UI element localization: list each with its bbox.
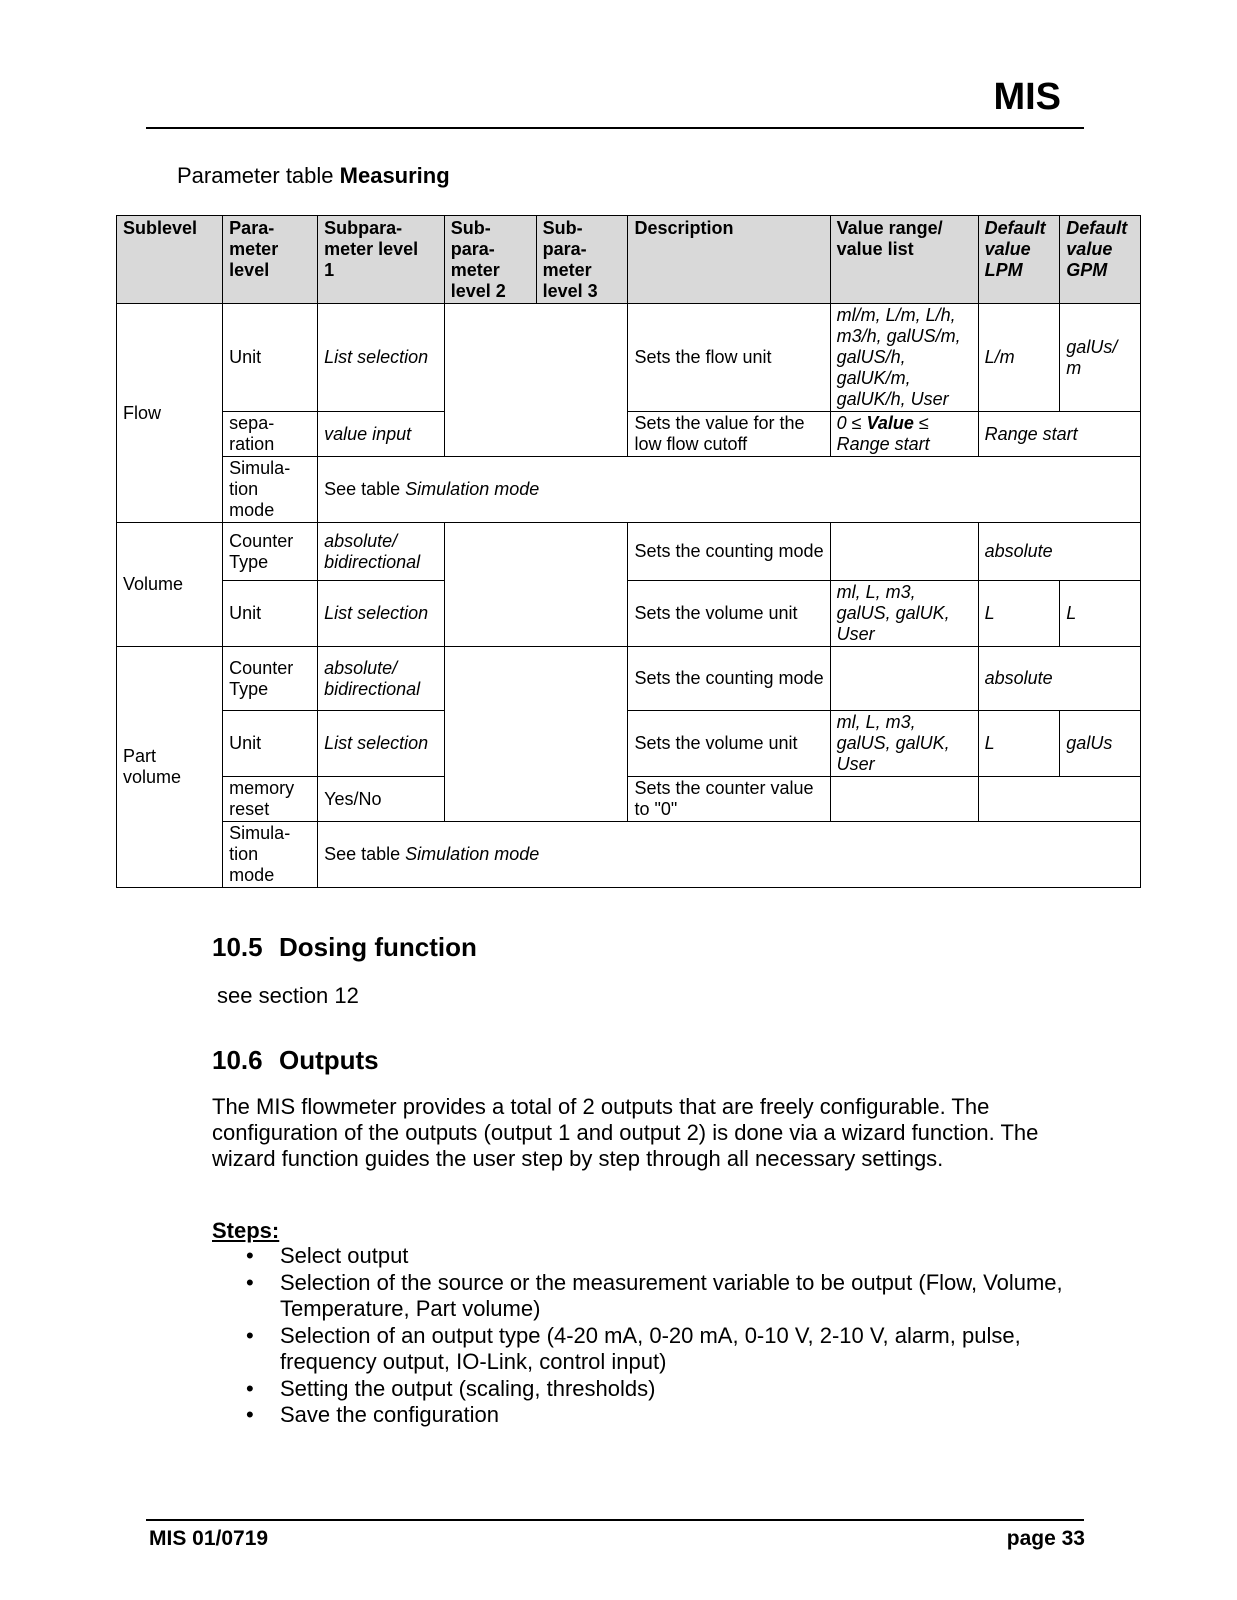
section-heading-dosing: [212, 932, 477, 963]
volume-empty-sublevels: [444, 523, 628, 647]
see-table-text: See table: [324, 479, 406, 499]
step-text: Selection of the source or the measurement variable to be output (Flow, Volume, Temperature, Part volume): [280, 1269, 1063, 1321]
document-header-title: MIS: [993, 76, 1061, 118]
part-counter-param: Counter Type: [223, 647, 318, 711]
step-text: Save the configuration: [280, 1402, 499, 1427]
flow-empty-sublevels: [444, 304, 628, 457]
volume-unit-description: Sets the volume unit: [628, 581, 830, 647]
caption-prefix: Parameter table: [177, 163, 340, 188]
part-simulation-reference: [318, 822, 1141, 888]
table-row: [117, 412, 1141, 457]
volume-unit-range: ml, L, m3, galUS, galUK, User: [830, 581, 978, 647]
table-row: [117, 523, 1141, 581]
range-value: Value: [866, 413, 914, 433]
header-default-lpm: Default value LPM: [978, 216, 1060, 304]
section-number: 10.5: [212, 932, 263, 962]
table-row: [117, 822, 1141, 888]
outputs-paragraph: The MIS flowmeter provides a total of 2 outputs that are freely configurable. The configuration of the outputs (output 1 and output 2) is done via a wizard function. The wizard function guides the user step by step through all necessary settings.: [212, 1094, 1039, 1171]
simulation-mode-ref: Simulation mode: [405, 479, 540, 499]
part-simulation-param: Simula- tion mode: [223, 822, 318, 888]
range-suffix: ≤ Range start: [836, 413, 930, 454]
part-unit-range: ml, L, m3, galUS, galUK, User: [830, 711, 978, 777]
header-description: Description: [628, 216, 830, 304]
volume-counter-range: [830, 523, 978, 581]
steps-list: [212, 1243, 1072, 1429]
table-row: [117, 647, 1141, 711]
section-title: Outputs: [279, 1045, 379, 1075]
header-value-range: Value range/ value list: [830, 216, 978, 304]
part-memory-param: memory reset: [223, 777, 318, 822]
header-rule: [146, 127, 1084, 129]
volume-counter-description: Sets the counting mode: [628, 523, 830, 581]
volume-unit-default-gpm: L: [1060, 581, 1141, 647]
step-text: Selection of an output type (4-20 mA, 0-20 mA, 0-10 V, 2-10 V, alarm, pulse, frequency output, IO-Link, control input): [280, 1322, 1021, 1374]
part-counter-sub1: absolute/ bidirectional: [318, 647, 445, 711]
part-unit-sub1: List selection: [318, 711, 445, 777]
part-unit-default-gpm: galUs: [1060, 711, 1141, 777]
sublevel-part-volume: Part volume: [117, 647, 223, 888]
footer-document-id: MIS 01/0719: [149, 1527, 269, 1550]
flow-unit-sub1: List selection: [318, 304, 445, 412]
volume-unit-param: Unit: [223, 581, 318, 647]
parameter-table-measuring: [116, 215, 1141, 888]
flow-separation-param: sepa- ration: [223, 412, 318, 457]
list-item: • Select output: [246, 1243, 409, 1268]
table-header-row: [117, 216, 1141, 304]
table-row: [117, 777, 1141, 822]
table-row: [117, 304, 1141, 412]
section-heading-outputs: [212, 1045, 379, 1076]
table-caption: [177, 163, 450, 189]
flow-simulation-param: Simula- tion mode: [223, 457, 318, 523]
section-title: Dosing function: [279, 932, 477, 962]
step-text: Setting the output (scaling, thresholds): [280, 1375, 656, 1401]
part-memory-default: [978, 777, 1140, 822]
header-parameter-level: Para- meter level: [223, 216, 318, 304]
footer-page-number: page 33: [1006, 1527, 1085, 1550]
flow-unit-param: Unit: [223, 304, 318, 412]
simulation-mode-ref: Simulation mode: [405, 844, 540, 864]
flow-unit-description: Sets the flow unit: [628, 304, 830, 412]
table-row: [117, 457, 1141, 523]
part-empty-sublevels: [444, 647, 628, 822]
flow-unit-default-gpm: galUs/ m: [1060, 304, 1141, 412]
flow-separation-sub1: value input: [318, 412, 445, 457]
header-default-gpm: Default value GPM: [1060, 216, 1141, 304]
list-item: • Selection of the source or the measurement variable to be output (Flow, Volume, Temperature, Part volume): [246, 1269, 1063, 1321]
part-memory-description: Sets the counter value to "0": [628, 777, 830, 822]
list-item: • Setting the output (scaling, thresholds): [246, 1375, 656, 1401]
steps-label: Steps:: [212, 1218, 280, 1243]
volume-counter-sub1: absolute/ bidirectional: [318, 523, 445, 581]
part-memory-range: [830, 777, 978, 822]
header-sublevel: Sublevel: [117, 216, 223, 304]
flow-unit-default-lpm: L/m: [978, 304, 1060, 412]
flow-separation-description: Sets the value for the low flow cutoff: [628, 412, 830, 457]
volume-counter-param: Counter Type: [223, 523, 318, 581]
step-text: Select output: [280, 1243, 409, 1268]
dosing-text: see section 12: [217, 983, 359, 1008]
flow-unit-range: ml/m, L/m, L/h, m3/h, galUS/m, galUS/h, galUK/m, galUK/h, User: [830, 304, 978, 412]
volume-unit-sub1: List selection: [318, 581, 445, 647]
see-table-text: See table: [324, 844, 406, 864]
flow-separation-range: [830, 412, 978, 457]
header-subparameter-level-2: Sub- para- meter level 2: [444, 216, 536, 304]
part-unit-description: Sets the volume unit: [628, 711, 830, 777]
part-unit-default-lpm: L: [978, 711, 1060, 777]
part-unit-param: Unit: [223, 711, 318, 777]
sublevel-volume: Volume: [117, 523, 223, 647]
table-row: [117, 581, 1141, 647]
part-counter-range: [830, 647, 978, 711]
header-subparameter-level-1: Subpara- meter level 1: [318, 216, 445, 304]
range-prefix: 0 ≤: [836, 413, 867, 433]
flow-separation-default: Range start: [978, 412, 1140, 457]
part-memory-sub1: Yes/No: [318, 777, 445, 822]
section-number: 10.6: [212, 1045, 263, 1075]
sublevel-flow: Flow: [117, 304, 223, 523]
table-row: [117, 711, 1141, 777]
list-item: • Selection of an output type (4-20 mA, 0-20 mA, 0-10 V, 2-10 V, alarm, pulse, frequency output, IO-Link, control input): [246, 1322, 1021, 1374]
caption-bold: Measuring: [339, 163, 450, 188]
flow-simulation-reference: [318, 457, 1141, 523]
list-item: • Save the configuration: [246, 1402, 499, 1427]
part-counter-description: Sets the counting mode: [628, 647, 830, 711]
part-counter-default: absolute: [978, 647, 1140, 711]
volume-counter-default: absolute: [978, 523, 1140, 581]
volume-unit-default-lpm: L: [978, 581, 1060, 647]
footer-rule: [146, 1519, 1084, 1521]
header-subparameter-level-3: Sub- para- meter level 3: [536, 216, 628, 304]
